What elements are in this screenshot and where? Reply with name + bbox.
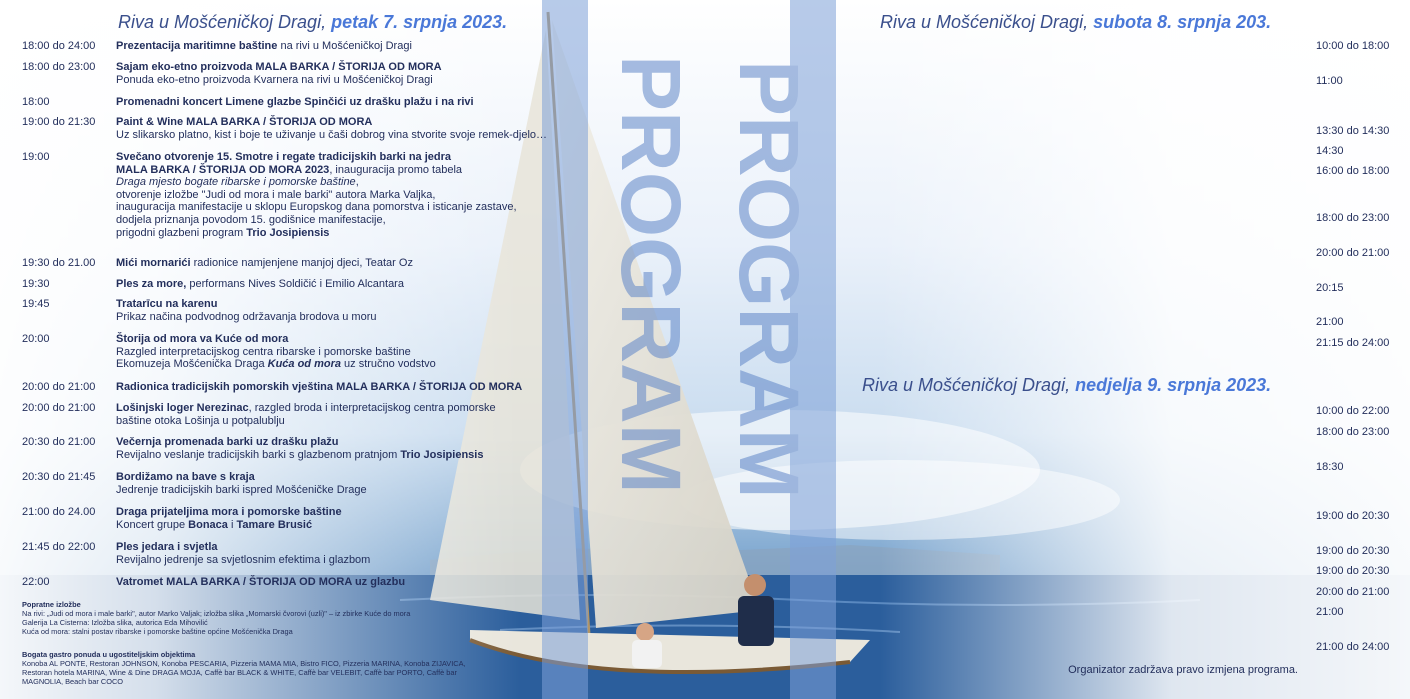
event-line	[116, 151, 517, 164]
event-time: 20:30 do 21:00	[22, 436, 96, 448]
event-time: 18:00 do 24:00	[22, 40, 96, 52]
event-text: otvorenje izložbe "Judi od mora i male barki" autora Marka Valjka,	[116, 188, 436, 201]
event-time: 16:00 do 18:00	[1316, 165, 1390, 177]
event-text: Tamare Brusić	[236, 518, 313, 531]
event-text: Svečano otvorenje 15. Smotre i regate tradicijskih barki na jedra	[116, 151, 452, 163]
side-exhibit-line: Na rivi: „Judi od mora i male barki", autor Marko Valjak; izložba slika „Mornarski čvorovi (uzli)" – iz zbirke Kuće do mora	[22, 609, 411, 618]
event-line	[116, 576, 405, 589]
event-description	[116, 471, 367, 496]
event-line	[116, 201, 517, 214]
event-time: 11:00	[1316, 75, 1343, 87]
event-line	[116, 61, 442, 74]
event-time: 19:00 do 20:30	[1316, 565, 1390, 577]
event-text: Promenadni koncert Limene glazbe Spinčići uz drašku plažu i na rivi	[116, 96, 474, 108]
event-text: ,	[355, 176, 359, 189]
event-text: Ekomuzeja Mošćenička Draga	[116, 358, 268, 371]
event-description	[116, 151, 517, 239]
event-line	[116, 554, 370, 567]
event-text: Koncert grupe	[116, 518, 189, 531]
event-line	[116, 298, 377, 311]
event-description	[116, 40, 412, 53]
event-description	[116, 61, 442, 86]
event-text: Prikaz načina podvodnog održavanja brodova u moru	[116, 310, 377, 323]
event-time: 20:00	[22, 333, 50, 345]
event-description	[116, 506, 342, 531]
event-description	[116, 278, 404, 291]
event-description	[116, 96, 474, 109]
event-time: 10:00 do 22:00	[1316, 405, 1390, 417]
event-line	[116, 381, 522, 394]
event-time: 21:00 do 24:00	[1316, 641, 1390, 653]
event-description	[116, 576, 405, 589]
event-time: 20:30 do 21:45	[22, 471, 96, 483]
event-text: Bordižamo na bave s kraja	[116, 471, 255, 483]
saturday-place: Riva u Mošćeničkoj Dragi,	[880, 12, 1094, 32]
event-time: 18:00 do 23:00	[22, 61, 96, 73]
event-time: 21:15 do 24:00	[1316, 337, 1390, 349]
event-text: performans Nives Soldičić i Emilio Alcantara	[186, 278, 404, 290]
event-text: Draga mjesto bogate ribarske i pomorske baštine	[116, 176, 356, 189]
event-text: Prezentacija maritimne baštine	[116, 40, 278, 52]
event-description	[116, 116, 547, 141]
event-text: Ples za more,	[116, 278, 187, 290]
event-time: 20:15	[1316, 282, 1344, 294]
event-text: Ples jedara i svjetla	[116, 541, 218, 553]
event-line	[116, 402, 496, 415]
event-text: Draga prijateljima mora i pomorske baštine	[116, 506, 342, 518]
gastro-line: Bogata gastro ponuda u ugostiteljskim objektima	[22, 650, 196, 659]
event-line	[116, 176, 517, 189]
event-line	[116, 471, 367, 484]
event-text: inauguracija manifestacije u sklopu Europskog dana pomorstva i isticanje zastave,	[116, 201, 517, 214]
side-exhibits	[22, 600, 410, 636]
event-description	[116, 298, 377, 323]
gastro-line: MAGNOLIA, Beach bar COCO	[22, 677, 124, 686]
event-time: 20:00 do 21:00	[22, 381, 96, 393]
friday-place: Riva u Mošćeničkoj Dragi,	[118, 12, 332, 32]
side-exhibit-line: Galerija La Cisterna: Izložba slika, autorica Eda Mihovilić	[22, 618, 208, 627]
event-line	[116, 484, 367, 497]
event-line	[116, 333, 436, 346]
event-time: 19:00	[22, 151, 50, 163]
event-text: Revijalno jedrenje sa svjetlosnim efektima i glazbom	[116, 553, 371, 566]
event-time: 19:30 do 21.00	[22, 257, 96, 269]
event-time: 19:30	[22, 278, 50, 290]
friday-heading	[118, 12, 507, 33]
event-text: Sajam eko-etno proizvoda MALA BARKA / ŠTORIJA OD MORA	[116, 61, 442, 73]
event-text: Radionica tradicijskih pomorskih vještina MALA BARKA / ŠTORIJA OD MORA	[116, 381, 523, 393]
event-time: 18:00	[22, 96, 50, 108]
event-time: 19:00 do 21:30	[22, 116, 96, 128]
event-line	[116, 311, 377, 324]
event-description	[116, 257, 413, 270]
event-time: 13:30 do 14:30	[1316, 125, 1390, 137]
event-text: Bonaca	[188, 518, 228, 531]
event-time: 20:00 do 21:00	[22, 402, 96, 414]
event-description	[116, 402, 496, 427]
event-text: Tratarīcu na karenu	[116, 298, 218, 310]
event-line	[116, 257, 413, 270]
event-text: Kuća od mora	[267, 358, 341, 371]
event-text: Revijalno veslanje tradicijskih barki s glazbenom pratnjom	[116, 448, 401, 461]
event-description	[116, 436, 483, 461]
event-time: 18:00 do 23:00	[1316, 426, 1390, 438]
event-line	[116, 116, 547, 129]
side-exhibit-line: Kuća od mora: stalni postav ribarske i pomorske baštine općine Mošćenička Draga	[22, 627, 293, 636]
gastro-offer	[22, 650, 466, 686]
event-time: 19:45	[22, 298, 50, 310]
event-line	[116, 519, 342, 532]
event-line	[116, 96, 474, 109]
event-description	[116, 381, 522, 394]
side-exhibits-title: Popratne izložbe	[22, 600, 81, 609]
event-time: 18:00 do 23:00	[1316, 212, 1390, 224]
event-text: Štorija od mora va Kuće od mora	[116, 333, 289, 345]
event-time: 21:00	[1316, 606, 1344, 618]
event-text: na rivi u Mošćeničkoj Dragi	[277, 40, 412, 52]
event-line	[116, 164, 517, 177]
event-line	[116, 227, 517, 240]
event-text: Teatar Oz	[365, 257, 413, 269]
event-line	[116, 278, 404, 291]
event-text: Mići mornarići	[116, 257, 191, 269]
saturday-date: subota 8. srpnja 203.	[1093, 12, 1272, 32]
organizer-note: Organizator zadržava pravo izmjena programa.	[1068, 664, 1298, 676]
event-time: 22:00	[22, 576, 50, 588]
event-text: Paint & Wine MALA BARKA / ŠTORIJA OD MORA	[116, 116, 373, 128]
saturday-heading	[880, 12, 1271, 33]
event-line	[116, 214, 517, 227]
event-time: 21:00 do 24.00	[22, 506, 96, 518]
event-time: 20:00 do 21:00	[1316, 586, 1390, 598]
event-line	[116, 346, 436, 359]
event-time: 19:00 do 20:30	[1316, 510, 1390, 522]
event-text: prigodni glazbeni program	[116, 226, 247, 239]
event-time: 19:00 do 20:30	[1316, 545, 1390, 557]
event-line	[116, 40, 412, 53]
event-text: baštine otoka Lošinja u potpalublju	[116, 414, 285, 427]
event-text: Vatromet MALA BARKA / ŠTORIJA OD MORA uz glazbu	[116, 576, 406, 588]
event-text: Lošinjski loger Nerezinac	[116, 402, 249, 414]
event-time: 20:00 do 21:00	[1316, 247, 1390, 259]
watermark-text-2: PROGRAM	[722, 60, 816, 499]
event-line	[116, 358, 436, 371]
event-line	[116, 189, 517, 202]
event-text: Uz slikarsko platno, kist i boje te uživanje u čaši dobrog vina stvorite svoje remek-djelo…	[116, 128, 548, 141]
sunday-date: nedjelja 9. srpnja 2023.	[1075, 375, 1272, 395]
event-description	[116, 541, 370, 566]
event-text: i	[227, 518, 237, 531]
event-time: 21:45 do 22:00	[22, 541, 96, 553]
event-text: Večernja promenada barki uz drašku plažu	[116, 436, 339, 448]
event-time: 21:00	[1316, 316, 1344, 328]
event-text: , inauguracija promo tabela	[329, 163, 463, 176]
event-text: radionice namjenjene manjoj djeci,	[190, 257, 366, 269]
event-text: Razgled interpretacijskog centra ribarske i pomorske baštine	[116, 345, 411, 358]
event-text: , razgled broda i interpretacijskog centra pomorske	[248, 402, 496, 414]
event-line	[116, 506, 342, 519]
event-text: dodjela priznanja povodom 15. godišnice manifestacije,	[116, 213, 386, 226]
friday-date: petak 7. srpnja 2023.	[331, 12, 508, 32]
gastro-line: Restoran hotela MARINA, Wine & Dine DRAGA MOJA, Caffè bar BLACK & WHITE, Caffè bar VELEBIT, Caffè bar PORTO, Caffè bar	[22, 668, 457, 677]
event-line	[116, 415, 496, 428]
event-text: Ponuda eko-etno proizvoda Kvarnera na rivi u Mošćeničkoj Dragi	[116, 73, 433, 86]
sunday-place: Riva u Mošćeničkoj Dragi,	[862, 375, 1076, 395]
event-line	[116, 129, 547, 142]
sunday-heading	[862, 375, 1271, 396]
event-text: uz stručno vodstvo	[340, 358, 436, 371]
event-line	[116, 541, 370, 554]
event-time: 10:00 do 18:00	[1316, 40, 1390, 52]
event-text: Trio Josipiensis	[400, 448, 484, 461]
event-line	[116, 449, 483, 462]
event-text: Trio Josipiensis	[246, 226, 330, 239]
event-text: Jedrenje tradicijskih barki ispred Mošćeničke Drage	[116, 483, 367, 496]
event-time: 18:30	[1316, 461, 1344, 473]
event-time: 14:30	[1316, 145, 1344, 157]
event-line	[116, 74, 442, 87]
event-text: MALA BARKA / ŠTORIJA OD MORA 2023	[116, 163, 330, 176]
event-description	[116, 333, 436, 371]
watermark-text-1: PROGRAM	[604, 55, 698, 494]
event-line	[116, 436, 483, 449]
gastro-line: Konoba AL PONTE, Restoran JOHNSON, Konoba PESCARIA, Pizzeria MAMA MIA, Bistro FICO, Pizzeria MARINA, Konoba ZIJAVICA,	[22, 659, 466, 668]
